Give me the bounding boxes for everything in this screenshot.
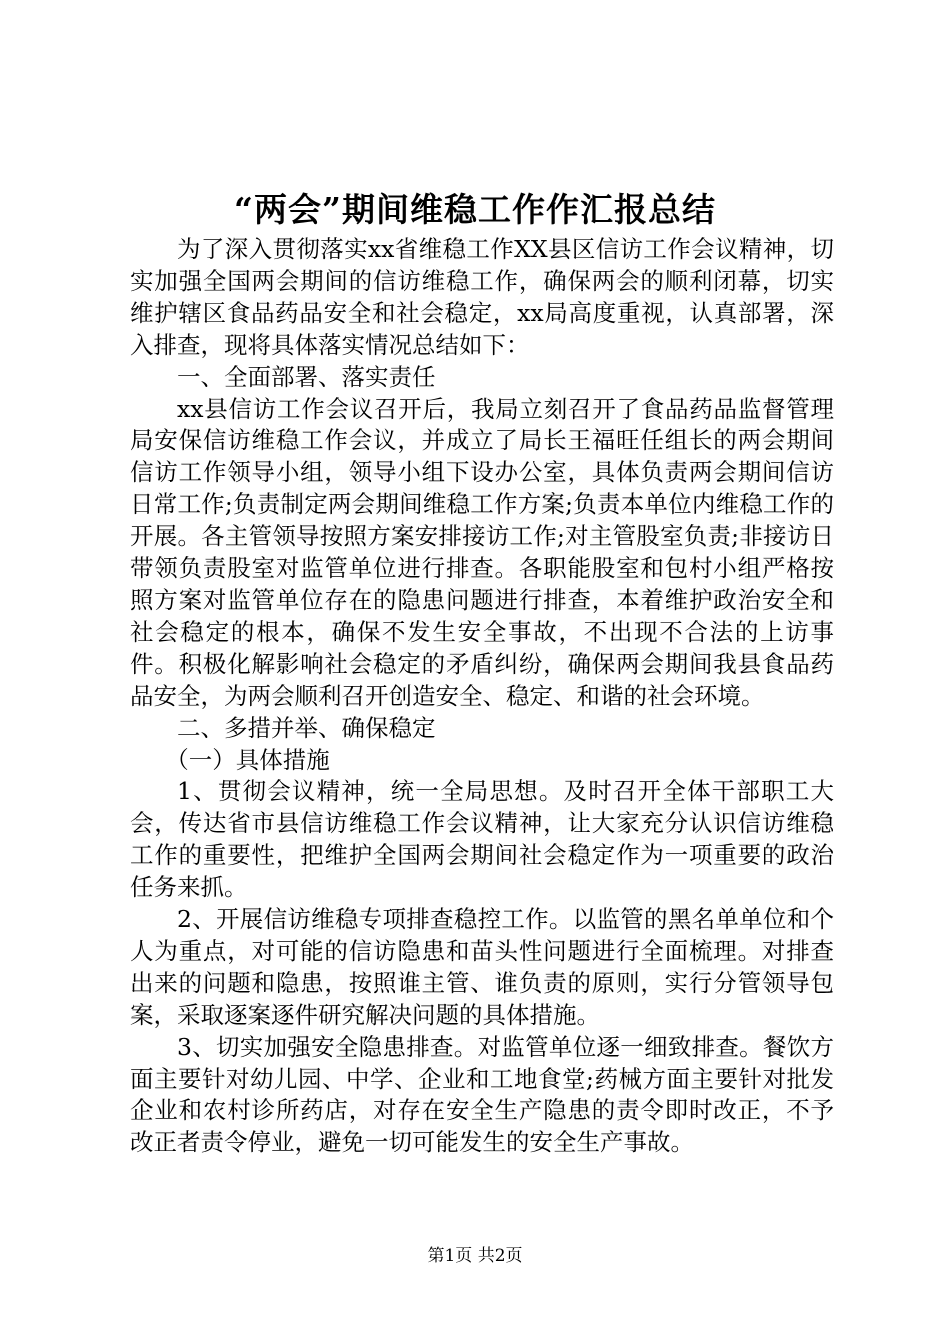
document-title: “两会”期间维稳工作作汇报总结 (234, 190, 716, 229)
subsection-heading-1: （一）具体措施 (165, 745, 330, 774)
measure-1-paragraph: 1、贯彻会议精神，统一全局思想。及时召开全体干部职工大会，传达省市县信访维稳工作会议精神，让大家充分认识信访维稳工作的重要性，把维护全国两会期间社会稳定作为一项重要的政治任务来抓。 (130, 777, 834, 902)
section-heading-2: 二、多措并举、确保稳定 (177, 713, 436, 742)
intro-paragraph: 为了深入贯彻落实xx省维稳工作XX县区信访工作会议精神，切实加强全国两会期间的信访维稳工作，确保两会的顺利闭幕，切实维护辖区食品药品安全和社会稳定，xx局高度重视，认真部署，深入排查，现将具体落实情况总结如下： (130, 235, 834, 359)
document-body (130, 234, 834, 1159)
measure-3-paragraph: 3、切实加强安全隐患排查。对监管单位逐一细致排查。餐饮方面主要针对幼儿园、中学、企业和工地食堂;药械方面主要针对批发企业和农村诊所药店，对存在安全生产隐患的责令即时改正，不予改正者责令停业，避免一切可能发生的安全生产事故。 (130, 1032, 834, 1157)
section-1-paragraph: xx县信访工作会议召开后，我局立刻召开了食品药品监督管理局安保信访维稳工作会议，并成立了局长王福旺任组长的两会期间信访工作领导小组，领导小组下设办公室，具体负责两会期间信访日常工作;负责制定两会期间维稳工作方案;负责本单位内维稳工作的开展。各主管领导按照方案安排接访工作;对主管股室负责;非接访日带领负责股室对监管单位进行排查。各职能股室和包村小组严格按照方案对监管单位存在的隐患问题进行排查，本着维护政治安全和社会稳定的根本，确保不发生安全事故，不出现不合法的上访事件。积极化解影响社会稳定的矛盾纠纷，确保两会期间我县食品药品安全，为两会顺利召开创造安全、稳定、和谐的社会环境。 (130, 394, 834, 710)
page-number-footer: 第1页 共2页 (427, 1246, 523, 1266)
section-heading-1: 一、全面部署、落实责任 (177, 362, 436, 391)
measure-2-paragraph: 2、开展信访维稳专项排查稳控工作。以监管的黑名单单位和个人为重点，对可能的信访隐患和苗头性问题进行全面梳理。对排查出来的问题和隐患，按照谁主管、谁负责的原则，实行分管领导包案，采取逐案逐件研究解决问题的具体措施。 (130, 905, 834, 1029)
